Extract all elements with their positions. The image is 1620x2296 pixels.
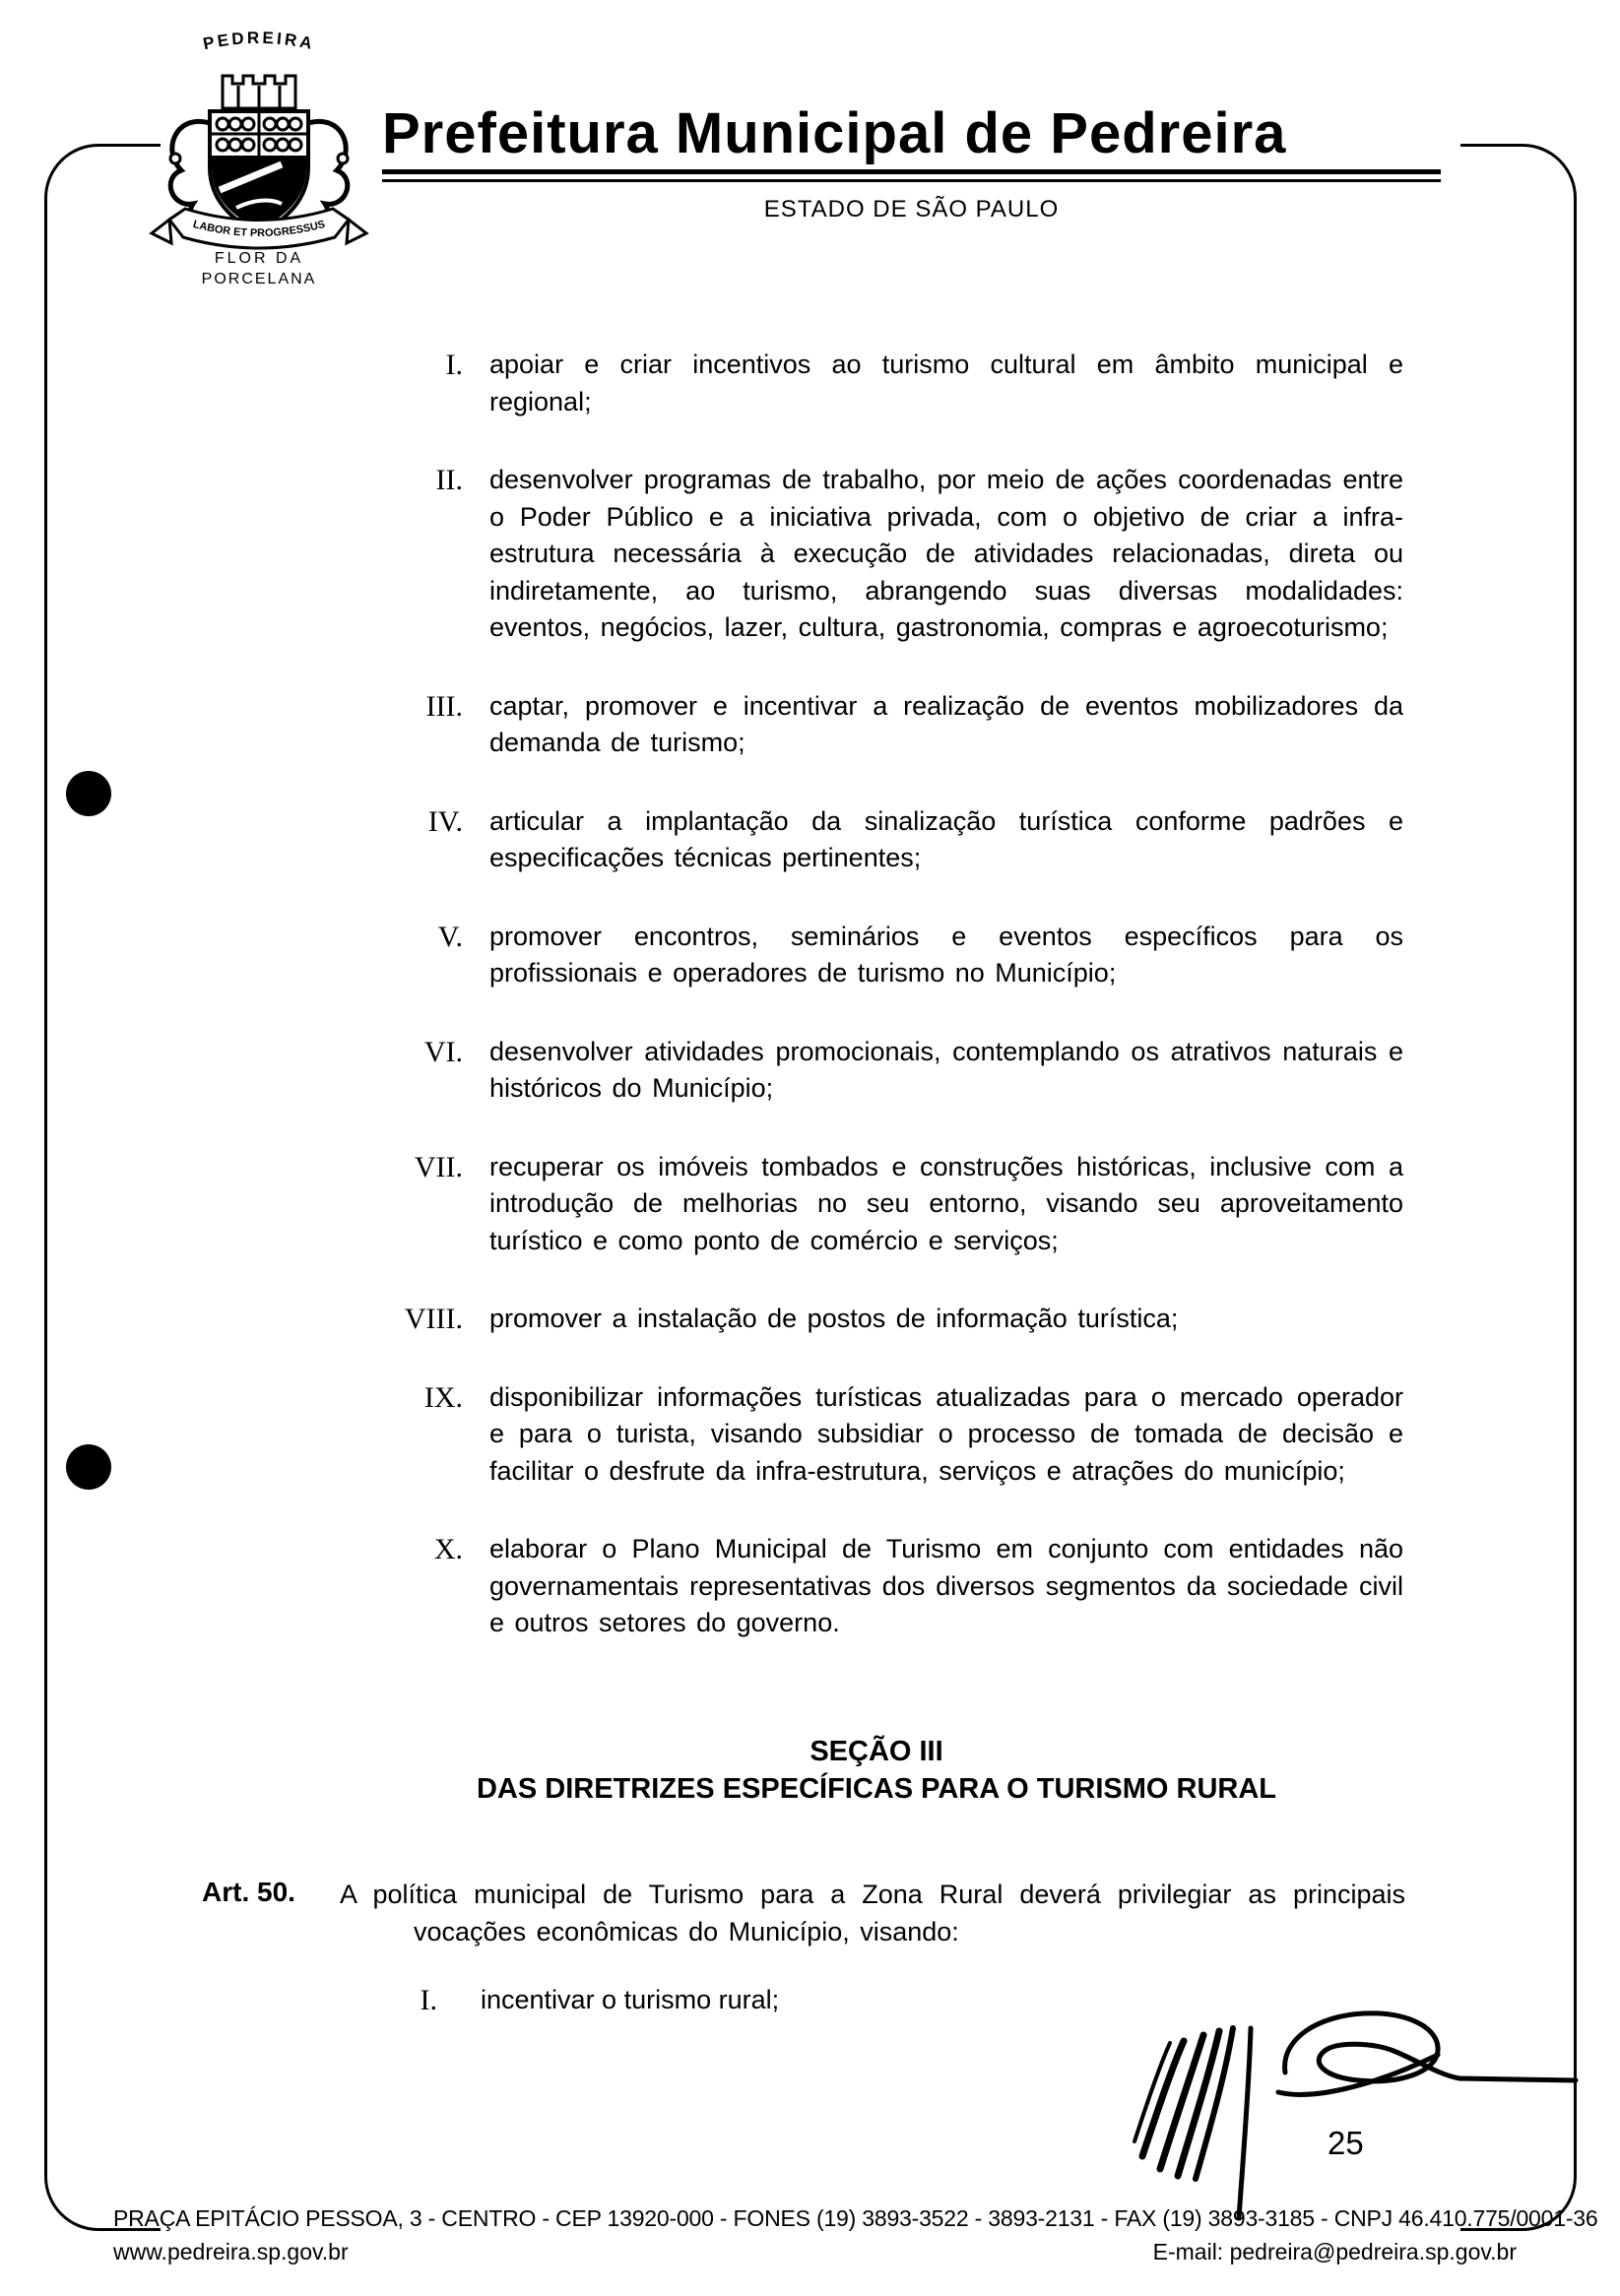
footer-website: www.pedreira.sp.gov.br: [113, 2239, 349, 2264]
section-title: SEÇÃO III: [810, 1736, 943, 1767]
list-item: [389, 1034, 1403, 1108]
crest-motto: LABOR ET PROGRESSUS: [191, 218, 327, 240]
clause-list: [389, 347, 1403, 1684]
clause-text: articular a implantação da sinalização turística conforme padrões e especificações técnicas pertinentes;: [489, 805, 1403, 872]
article-label: Art. 50.: [202, 1877, 295, 1907]
title-underline: [382, 169, 1441, 182]
list-item: [389, 1149, 1403, 1260]
crest-caption-line1: FLOR DA: [214, 250, 304, 267]
section-subtitle: DAS DIRETRIZES ESPECÍFICAS PARA O TURISMO RURAL: [476, 1773, 1277, 1805]
clause-numeral: IX.: [423, 1380, 463, 1414]
clause-numeral: II.: [435, 464, 463, 496]
clause-text: captar, promover e incentivar a realização de eventos mobilizadores da demanda de turismo;: [489, 690, 1403, 757]
punch-hole-top: [66, 771, 111, 816]
clause-numeral: VII.: [414, 1150, 463, 1183]
footer-email: E-mail: pedreira@pedreira.sp.gov.br: [1152, 2239, 1517, 2264]
crest-caption-line2: PORCELANA: [201, 271, 317, 287]
list-item: [389, 919, 1403, 992]
list-item: [389, 1301, 1403, 1338]
page-title: Prefeitura Municipal de Pedreira: [382, 101, 1287, 165]
page-frame-left: [44, 144, 161, 2231]
state-subtitle: ESTADO DE SÃO PAULO: [763, 196, 1060, 223]
crest-shield: [210, 111, 308, 233]
coat-of-arms: [136, 25, 382, 290]
page-number: 25: [1328, 2125, 1364, 2161]
list-item: [389, 1379, 1403, 1491]
page-frame-right: [1460, 144, 1577, 2231]
clause-numeral: V.: [437, 920, 463, 953]
clause-text: desenvolver atividades promocionais, contemplando os atrativos naturais e históricos do Município;: [489, 1036, 1403, 1103]
crest-crown: [223, 76, 295, 108]
list-item: [389, 462, 1403, 647]
clause-numeral: I.: [445, 349, 463, 381]
list-item: [389, 347, 1403, 420]
list-item: [389, 1531, 1403, 1642]
article-text: A política municipal de Turismo para a Zona Rural deverá privilegiar as principais vocações econômicas do Município, visando:: [340, 1880, 1405, 1946]
clause-text: disponibilizar informações turísticas atualizadas para o mercado operador e para o turista, visando subsidiar o processo de tomada de decisão e facilitar o desfrute da infra-estrutura, serviços e atrações do município;: [489, 1381, 1403, 1486]
clause-text: recuperar os imóveis tombados e construções históricas, inclusive com a introdução de melhorias no seu entorno, visando seu aproveitamento turístico e como ponto de comércio e serviços;: [489, 1151, 1403, 1255]
clause-text: desenvolver programas de trabalho, por meio de ações coordenadas entre o Poder Público e a iniciativa privada, com o objetivo de criar a infra-estrutura necessária à execução de atividades relacionadas, direta ou indiretamente, ao turismo, abrangendo suas diversas modalidades: eventos, negócios, lazer, cultura, gastronomia, compras e agroecoturismo;: [489, 465, 1403, 642]
article-50: [202, 1876, 1405, 1950]
clause-numeral: I.: [420, 1984, 437, 2016]
crest-town-name: PEDREIRA: [201, 28, 317, 54]
section-heading: [241, 1733, 1512, 1808]
clause-numeral: VIII.: [404, 1303, 463, 1335]
signature-scribble: [1113, 1994, 1586, 2235]
clause-text: elaborar o Plano Municipal de Turismo em conjunto com entidades não governamentais representativas dos diversos segmentos da sociedade civil e outros setores do governo.: [489, 1534, 1403, 1637]
clause-numeral: VI.: [423, 1035, 463, 1068]
clause-numeral: IV.: [427, 804, 463, 838]
clause-text: promover a instalação de postos de informação turística;: [489, 1304, 1179, 1333]
clause-text: incentivar o turismo rural;: [481, 1985, 780, 2014]
clause-text: apoiar e criar incentivos ao turismo cultural em âmbito municipal e regional;: [489, 350, 1403, 416]
footer-address: PRAÇA EPITÁCIO PESSOA, 3 - CENTRO - CEP 13920-000 - FONES (19) 3893-3522 - 3893-2131 - FAX (19) 3893-3185 - CNPJ 46.410.775/0001-36: [113, 2205, 1598, 2231]
letterhead: [382, 102, 1441, 223]
list-item: [389, 803, 1403, 877]
clause-numeral: X.: [433, 1533, 463, 1565]
punch-hole-bottom: [66, 1444, 111, 1490]
clause-text: promover encontros, seminários e eventos específicos para os profissionais e operadores de turismo no Município;: [489, 921, 1403, 988]
list-item: [389, 688, 1403, 762]
clause-numeral: III.: [425, 689, 463, 723]
